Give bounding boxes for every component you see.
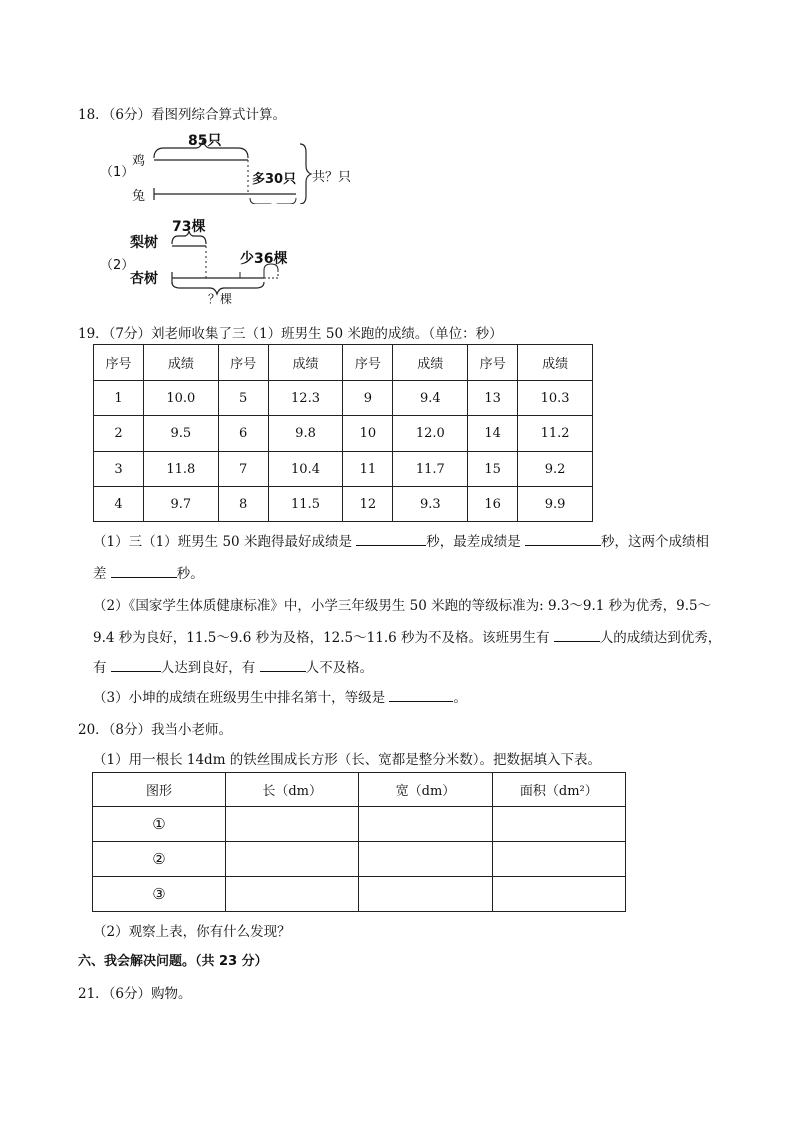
answer-blank[interactable] — [111, 657, 161, 672]
table-cell: 4 — [94, 487, 144, 522]
table-cell: 13 — [468, 381, 518, 416]
table-cell: 9.9 — [518, 487, 593, 522]
answer-cell[interactable] — [226, 807, 359, 842]
table-header: 成绩 — [143, 345, 218, 381]
q20-sub1: （1）用一根长 14dm 的铁丝围成长方形（长、宽都是整分米数）。把数据填入下表。 — [93, 752, 602, 768]
table-cell: 3 — [94, 452, 144, 487]
q19-s2d: 有 — [93, 660, 111, 676]
table-header: 长（dm） — [226, 773, 359, 807]
table-cell: 7 — [218, 452, 268, 487]
q18-p2-total: ？棵 — [208, 292, 233, 306]
table-header-row — [93, 773, 626, 807]
q18-p1-label: （1） — [100, 165, 135, 180]
q19-s1c: 秒，这两个成绩相 — [601, 534, 710, 550]
answer-blank[interactable] — [260, 657, 306, 672]
table-header: 序号 — [343, 345, 393, 381]
q18-p1-row2: 兔 — [132, 189, 146, 204]
table-cell: 1 — [94, 381, 144, 416]
table-cell: 10.4 — [268, 452, 343, 487]
q18-p2-label: （2） — [100, 258, 135, 273]
q19-score-table — [93, 344, 593, 522]
answer-cell[interactable] — [492, 807, 625, 842]
q18-p1-top: 85只 — [188, 133, 222, 149]
table-cell: 9.5 — [143, 416, 218, 452]
table-cell: 9 — [343, 381, 393, 416]
table-cell: 6 — [218, 416, 268, 452]
table-cell: 10.3 — [518, 381, 593, 416]
table-row — [94, 416, 593, 452]
table-row — [93, 842, 626, 877]
table-cell: 12.0 — [393, 416, 468, 452]
q18-figure-2 — [100, 214, 300, 308]
q19-s2f: 人不及格。 — [305, 660, 374, 676]
q19-sub3 — [93, 686, 467, 706]
answer-blank[interactable] — [554, 627, 600, 642]
table-cell: 9.2 — [518, 452, 593, 487]
table-cell: 15 — [468, 452, 518, 487]
table-cell: 12.3 — [268, 381, 343, 416]
q19-s3b: 。 — [453, 690, 467, 706]
table-header: 序号 — [94, 345, 144, 381]
q18-p1-diagram — [100, 130, 360, 204]
table-cell: 8 — [218, 487, 268, 522]
q18-p2-diagram — [100, 214, 300, 308]
q18-figure-1 — [100, 130, 360, 204]
answer-cell[interactable] — [359, 877, 492, 912]
shape-label: ① — [93, 807, 226, 842]
table-cell: 2 — [94, 416, 144, 452]
q18-p1-row1: 鸡 — [132, 154, 146, 169]
answer-cell[interactable] — [226, 877, 359, 912]
shape-label: ③ — [93, 877, 226, 912]
answer-blank[interactable] — [356, 531, 426, 546]
table-row — [93, 807, 626, 842]
table-cell: 10 — [343, 416, 393, 452]
q19-sub2-line3 — [93, 656, 373, 676]
table-cell: 12 — [343, 487, 393, 522]
q18-p1-diff: 多30只 — [252, 172, 297, 187]
table-row — [94, 381, 593, 416]
table-cell: 10.0 — [143, 381, 218, 416]
q18-p2-row2: 杏树 — [130, 271, 158, 287]
table-header-row — [94, 345, 593, 381]
answer-cell[interactable] — [359, 842, 492, 877]
table-cell: 11.8 — [143, 452, 218, 487]
table-row — [94, 487, 593, 522]
q19-s3a: （3）小坤的成绩在班级男生中排名第十，等级是 — [93, 690, 390, 706]
answer-cell[interactable] — [492, 877, 625, 912]
q18-p2-diff: 少36棵 — [240, 251, 288, 267]
answer-cell[interactable] — [359, 807, 492, 842]
answer-blank[interactable] — [111, 563, 177, 578]
table-header: 序号 — [218, 345, 268, 381]
answer-cell[interactable] — [492, 842, 625, 877]
q19-s2e: 人达到良好，有 — [160, 660, 260, 676]
table-cell: 14 — [468, 416, 518, 452]
table-row — [93, 877, 626, 912]
table-header: 序号 — [468, 345, 518, 381]
q21-header: 21．（6分）购物。 — [78, 986, 192, 1002]
table-header: 成绩 — [268, 345, 343, 381]
table-cell: 9.8 — [268, 416, 343, 452]
q19-s1b: 秒，最差成绩是 — [426, 534, 526, 550]
q19-header: 19．（7分）刘老师收集了三（1）班男生 50 米跑的成绩。（单位：秒） — [78, 326, 503, 342]
section-six-heading: 六、我会解决问题。（共 23 分） — [78, 954, 268, 969]
table-cell: 5 — [218, 381, 268, 416]
table-cell: 11.2 — [518, 416, 593, 452]
table-cell: 11 — [343, 452, 393, 487]
q19-s1d: 差 — [93, 566, 111, 582]
table-cell: 11.7 — [393, 452, 468, 487]
answer-cell[interactable] — [226, 842, 359, 877]
q19-s1e: 秒。 — [176, 566, 204, 582]
answer-blank[interactable] — [525, 531, 601, 546]
q18-p1-total: 共？只 — [312, 170, 352, 185]
table-header: 成绩 — [393, 345, 468, 381]
q18-p2-row1: 梨树 — [130, 235, 158, 251]
table-cell: 16 — [468, 487, 518, 522]
table-header: 图形 — [93, 773, 226, 807]
table-cell: 9.7 — [143, 487, 218, 522]
shape-label: ② — [93, 842, 226, 877]
q18-p2-top: 73棵 — [172, 219, 206, 235]
q19-sub1-line2 — [93, 562, 204, 582]
q19-s2c: 人的成绩达到优秀， — [599, 630, 722, 646]
table-header: 面积（dm²） — [492, 773, 625, 807]
table-cell: 9.4 — [393, 381, 468, 416]
q19-s1a: （1）三（1）班男生 50 米跑得最好成绩是 — [93, 534, 357, 550]
q20-sub2: （2）观察上表，你有什么发现？ — [93, 924, 291, 940]
answer-blank[interactable] — [389, 687, 453, 702]
table-row — [94, 452, 593, 487]
q19-sub2-line1: （2）《国家学生体质健康标准》中，小学三年级男生 50 米跑的等级标准为: 9.3～9.1 秒为优秀，9.5～ — [93, 598, 712, 614]
table-header: 宽（dm） — [359, 773, 492, 807]
q20-header: 20．（8分）我当小老师。 — [78, 722, 233, 738]
q19-sub2-line2 — [93, 626, 721, 646]
table-header: 成绩 — [518, 345, 593, 381]
q19-sub1-line1 — [93, 530, 709, 550]
q20-rectangle-table — [92, 772, 626, 912]
table-cell: 9.3 — [393, 487, 468, 522]
table-cell: 11.5 — [268, 487, 343, 522]
q18-header: 18．（6分）看图列综合算式计算。 — [78, 107, 287, 123]
q19-s2b: 9.4 秒为良好，11.5～9.6 秒为及格，12.5～11.6 秒为不及格。该班男生有 — [93, 630, 554, 646]
